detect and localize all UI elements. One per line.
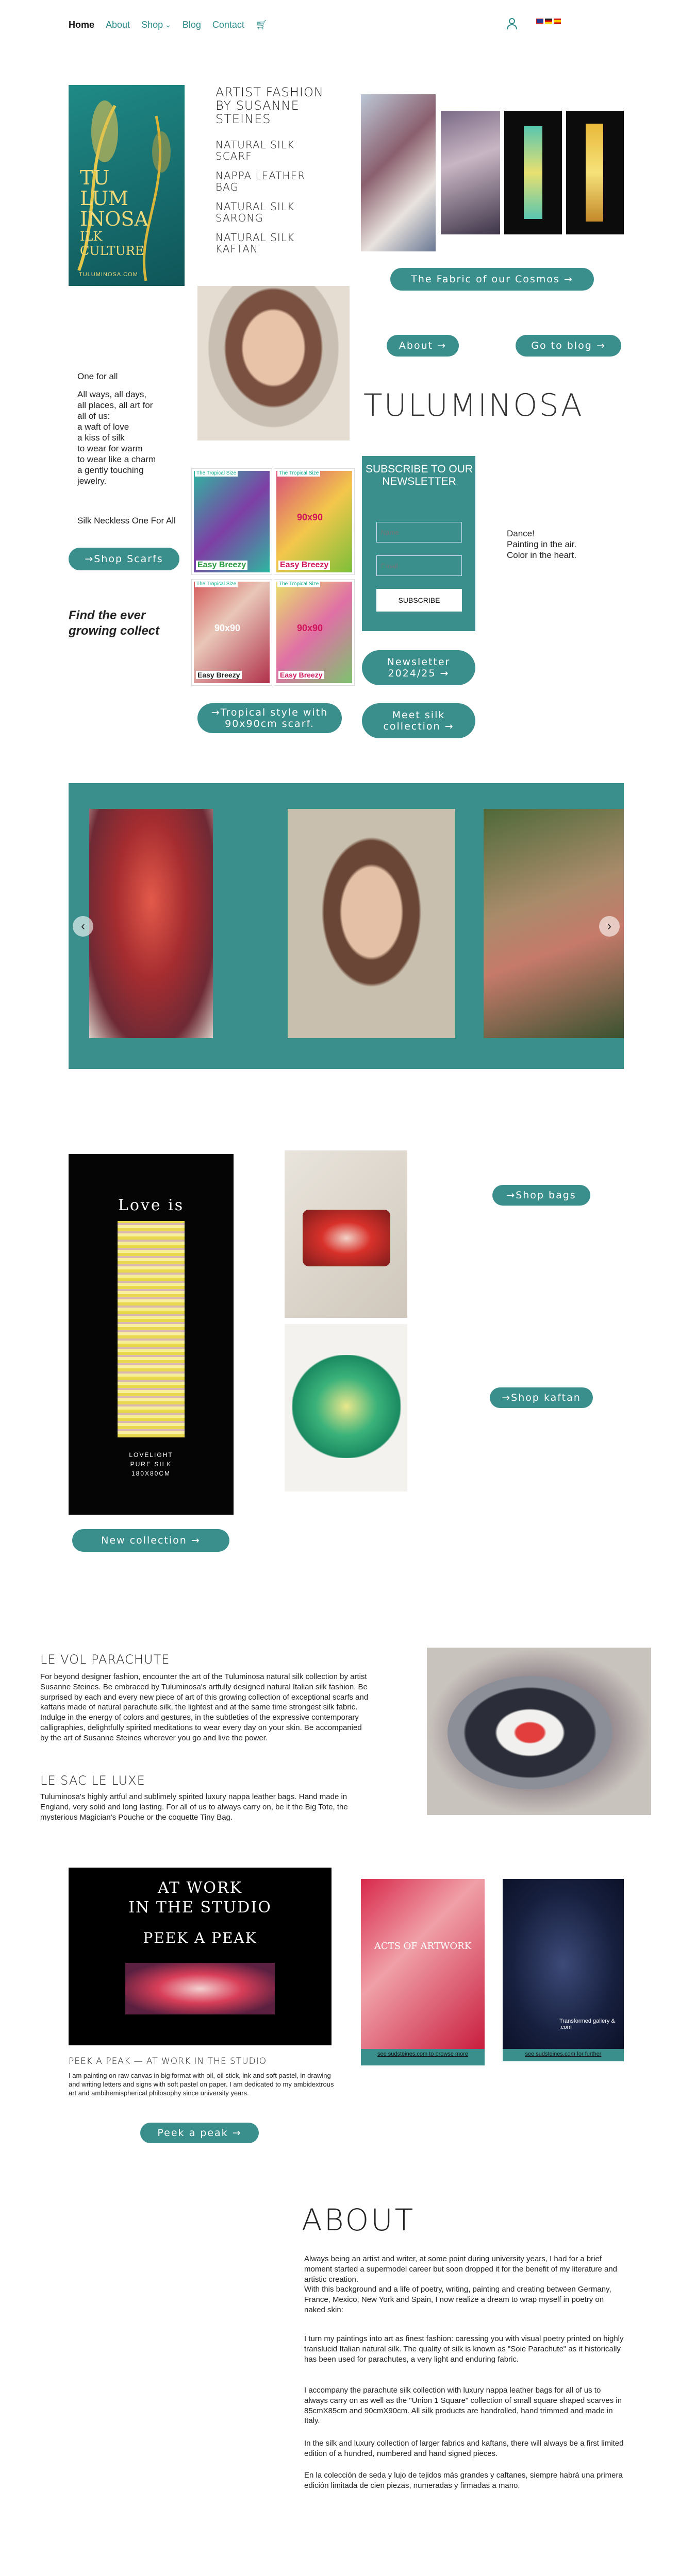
shop-scarfs-button[interactable]: →Shop Scarfs bbox=[69, 548, 179, 570]
newsletter-button[interactable]: Newsletter 2024/25 → bbox=[362, 650, 475, 685]
logo-line: TU bbox=[80, 166, 110, 189]
carousel-slide bbox=[288, 809, 455, 1038]
newsletter-box bbox=[362, 456, 475, 631]
portrait-photo bbox=[197, 286, 350, 440]
scarf-size: 90x90 bbox=[297, 512, 323, 522]
logo-line: CULTURE bbox=[80, 244, 144, 258]
newsletter-title: SUBSCRIBE TO OUR NEWSLETTER bbox=[365, 463, 473, 487]
logo-line: ILK bbox=[80, 229, 103, 244]
product-line: Silk Neckless One For All bbox=[77, 516, 176, 526]
scarf-label: The Tropical Size bbox=[277, 581, 320, 587]
nav-shop-label: Shop bbox=[141, 20, 163, 30]
studio-caption-text: I am painting on raw canvas in big format with oil, oil stick, ink and soft pastel, in drawing and writing letters and signs with soft pastel on paper. I am dedicated to my ambidextrous art and ambihemispherical philosophy since university years. bbox=[69, 2072, 334, 2097]
scarf-label: The Tropical Size bbox=[195, 581, 238, 587]
nav-home[interactable]: Home bbox=[69, 20, 95, 30]
artwork-card-1[interactable] bbox=[361, 1879, 485, 2049]
studio-line1: AT WORK bbox=[158, 1879, 242, 1897]
brand-title: TULUMINOSA bbox=[363, 387, 584, 423]
parachute-silk-photo bbox=[427, 1648, 651, 1815]
about-paragraph-5: En la colección de seda y lujo de tejidos más grandes y caftanes, siempre habrá una primera edición limitada de cien piezas, numeradas y firmadas a mano. bbox=[304, 2471, 623, 2490]
dance-line: Dance! bbox=[507, 529, 535, 538]
artwork-card-2[interactable] bbox=[503, 1879, 624, 2049]
artwork-title: Transformed gallery & .com bbox=[559, 2018, 615, 2030]
silk-scarf-photo-1 bbox=[361, 94, 436, 251]
tropical-style-button[interactable]: →Tropical style with 90x90cm scarf. bbox=[197, 703, 342, 733]
poem bbox=[77, 389, 156, 486]
tuluminosa-logo-artwork bbox=[69, 85, 185, 286]
poem-line: jewelry. bbox=[77, 476, 107, 486]
new-collection-button[interactable]: New collection → bbox=[72, 1529, 229, 1552]
dance-line: Painting in the air. bbox=[507, 539, 577, 549]
nav-about[interactable]: About bbox=[106, 20, 130, 30]
chevron-down-icon: ⌄ bbox=[165, 21, 171, 29]
poem-line: all places, all art for bbox=[77, 400, 153, 410]
fabric-cosmos-button[interactable]: The Fabric of our Cosmos → bbox=[390, 268, 594, 291]
poem-line: a kiss of silk bbox=[77, 433, 125, 443]
love-caption-line: LOVELIGHT bbox=[129, 1451, 173, 1459]
studio-line3: PEEK A PEAK bbox=[143, 1929, 257, 1946]
artwork-caption-2[interactable]: see sudsteines.com for further bbox=[503, 2049, 624, 2061]
scarf-label-easy: Easy Breezy bbox=[278, 671, 324, 679]
hero-heading-scarf: NATURAL SILK SCARF bbox=[216, 139, 295, 162]
poem-line: All ways, all days, bbox=[77, 389, 147, 399]
chevron-right-icon: › bbox=[607, 919, 611, 933]
about-button[interactable]: About → bbox=[387, 335, 459, 357]
scarf-card[interactable] bbox=[274, 469, 354, 574]
scarf-grid bbox=[192, 469, 356, 685]
language-switcher bbox=[536, 19, 561, 24]
email-field[interactable] bbox=[376, 555, 462, 576]
about-paragraph-3: I accompany the parachute silk collection with luxury nappa leather bags for all of us to always carry on as well as the "Union 1 Square" collection of small square shaped scarves in 85cmX85cm and 90cmX90cm. All silk products are handrolled, hand trimmed and made in Italy. bbox=[304, 2386, 622, 2426]
de-flag[interactable] bbox=[545, 19, 552, 24]
scarf-size: 90x90 bbox=[214, 623, 241, 633]
meet-silk-button[interactable]: Meet silk collection → bbox=[362, 703, 475, 738]
parachute-title: LE VOL PARACHUTE bbox=[40, 1652, 170, 1667]
cart-icon[interactable]: 🛒︎ bbox=[255, 20, 268, 30]
artwork-title: ACTS OF ARTWORK bbox=[374, 1941, 472, 1952]
scarf-card[interactable] bbox=[192, 580, 272, 685]
dance-line: Color in the heart. bbox=[507, 550, 577, 560]
leather-bag-photo bbox=[285, 1150, 407, 1318]
love-title: Love is bbox=[118, 1196, 185, 1214]
poem-line: to wear for warm bbox=[77, 444, 143, 453]
scarf-size: 90x90 bbox=[297, 623, 323, 633]
scarf-label: The Tropical Size bbox=[277, 470, 320, 477]
hero-heading-artist: ARTIST FASHION BY SUSANNE STEINES bbox=[216, 85, 324, 126]
hero-heading-kaftan: NATURAL SILK KAFTAN bbox=[216, 231, 295, 255]
sac-title: LE SAC LE LUXE bbox=[40, 1773, 145, 1788]
silk-scarf-photo-3 bbox=[504, 111, 562, 234]
about-paragraph-2: I turn my paintings into art as finest fashion: caressing you with visual poetry printed on highly translucid Italian natural silk. The quality of silk is known as "Soie Parachute" as it historically has been used for parachutes, a very light and enduring fabric. bbox=[304, 2334, 624, 2364]
sac-text: Tuluminosa's highly artful and sublimely spirited luxury nappa leather bags. Hand made in England, very solid and long lasting. For all of us to always carry on, be it the Big Tote, the mysterious Magician's Pouche or the coquette Tiny Bag. bbox=[40, 1792, 348, 1822]
artwork-caption-1[interactable]: see sudsteines.com to browse more bbox=[361, 2049, 485, 2065]
chevron-left-icon: ‹ bbox=[81, 919, 85, 933]
carousel-slide bbox=[89, 809, 213, 1038]
love-caption-line: 180X80CM bbox=[131, 1470, 171, 1477]
about-title: ABOUT bbox=[302, 2202, 416, 2238]
scarf-label-easy: Easy Breezy bbox=[196, 561, 247, 570]
about-paragraph-1: Always being an artist and writer, at some point during university years, I had for a brief moment started a supermodel career but soon dropped it for the benefit of my literature and artistic creation. With this background and a life of poetry, writing, painting and creating between Germany, France, Mexico, New York and Spain, I now realize a dream to wrap myself in poetry on naked skin: bbox=[304, 2255, 618, 2314]
carousel-next-button[interactable] bbox=[599, 916, 620, 937]
find-collection-text: Find the ever growing collect bbox=[69, 608, 160, 638]
poem-line: all of us: bbox=[77, 411, 110, 421]
peek-a-peak-button[interactable]: Peek a peak → bbox=[140, 2123, 259, 2143]
silk-scarf-photo-4 bbox=[566, 111, 624, 234]
logo-caption: TULUMINOSA.COM bbox=[79, 272, 138, 278]
scarf-label: The Tropical Size bbox=[195, 470, 238, 477]
poem-line: a gently touching bbox=[77, 465, 144, 475]
poem-title: One for all bbox=[77, 371, 118, 381]
hero-heading-sarong: NATURAL SILK SARONG bbox=[216, 200, 295, 224]
nav-blog[interactable]: Blog bbox=[182, 20, 201, 30]
hero-heading-bag: NAPPA LEATHER BAG bbox=[216, 170, 306, 193]
go-to-blog-button[interactable]: Go to blog → bbox=[516, 335, 621, 357]
poem-line: to wear like a charm bbox=[77, 454, 156, 464]
dance-text bbox=[507, 528, 576, 561]
main-nav bbox=[69, 20, 268, 30]
scarf-card[interactable] bbox=[274, 580, 354, 685]
poem-line: a waft of love bbox=[77, 422, 129, 432]
es-flag[interactable] bbox=[554, 19, 561, 24]
silk-scarf-photo-2 bbox=[441, 111, 500, 234]
kaftan-photo bbox=[285, 1324, 407, 1492]
user-icon[interactable] bbox=[507, 18, 517, 30]
nav-shop[interactable] bbox=[141, 20, 163, 30]
parachute-text: For beyond designer fashion, encounter the art of the Tuluminosa natural silk collection by artist Susanne Steines. Be embraced by Tuluminosa's artfully designed natural Italian silk fashion. Be surprised by each and every new piece of art of this growing collection of exceptional scarfs and kaftans made of natural parachute silk, the lightest and at the same time strongest silk fabric. Indulge in the energy of colors and gestures, in the subtleties of the expressive contemporary calligraphies, delightfully spirited meditations to wear every day on your skin. Be accompanied by the art of Susanne Steines wherever you go and live the power. bbox=[40, 1672, 369, 1742]
shop-bags-button[interactable]: →Shop bags bbox=[492, 1185, 590, 1206]
about-paragraph-4: In the silk and luxury collection of larger fabrics and kaftans, there will always be a first limited edition of a hundred, numbered and hand signed pieces. bbox=[304, 2439, 624, 2458]
logo-line: LUM bbox=[80, 187, 129, 210]
love-caption-line: PURE SILK bbox=[130, 1461, 172, 1468]
studio-peek-image bbox=[69, 1868, 332, 2045]
name-field[interactable] bbox=[376, 522, 462, 543]
carousel-prev-button[interactable] bbox=[73, 916, 93, 937]
studio-caption-title: PEEK A PEAK — AT WORK IN THE STUDIO bbox=[69, 2056, 267, 2066]
shop-kaftan-button[interactable]: →Shop kaftan bbox=[490, 1387, 593, 1408]
scarf-card[interactable] bbox=[192, 469, 272, 574]
studio-line2: IN THE STUDIO bbox=[128, 1899, 272, 1917]
nav-contact[interactable]: Contact bbox=[212, 20, 244, 30]
love-is-scarf-photo bbox=[69, 1154, 234, 1515]
gb-flag[interactable] bbox=[536, 19, 543, 24]
photo-carousel bbox=[69, 783, 624, 1069]
subscribe-button[interactable]: SUBSCRIBE bbox=[376, 589, 462, 612]
scarf-label-easy: Easy Breezy bbox=[278, 561, 330, 570]
logo-line: INOSA bbox=[80, 208, 148, 230]
scarf-label-easy: Easy Breezy bbox=[196, 671, 242, 679]
